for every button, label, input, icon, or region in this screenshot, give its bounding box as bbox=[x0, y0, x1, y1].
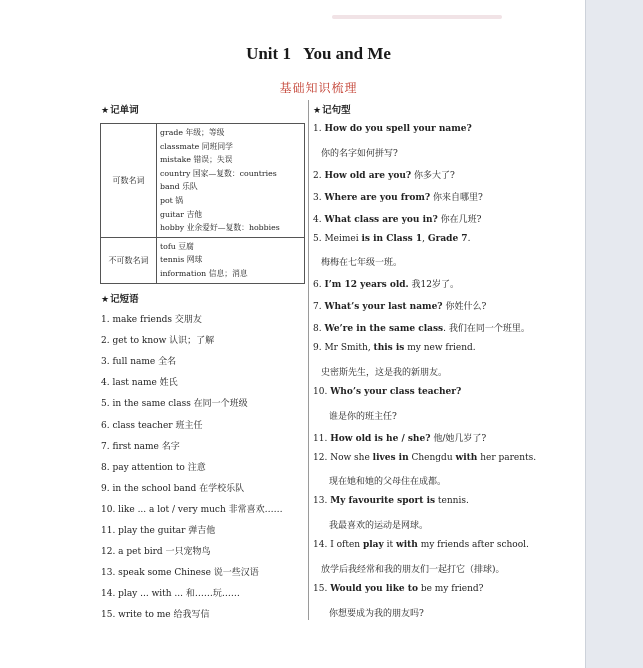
sentence-text: 你在几班? bbox=[437, 214, 482, 225]
key-phrase: with bbox=[455, 452, 478, 463]
sentence-number: 6. bbox=[313, 280, 325, 291]
sentence-translation bbox=[329, 518, 428, 531]
sentence-text: my new friend. bbox=[404, 343, 476, 353]
phrase-item: 9. in the school band 在学校乐队 bbox=[101, 483, 245, 494]
sentence-item bbox=[313, 190, 483, 203]
sentence-text: Meimei bbox=[324, 233, 362, 244]
sentence-item bbox=[313, 540, 529, 550]
sentence-text: 你姓什么? bbox=[442, 302, 487, 313]
vocab-word: hobby 业余爱好—复数：hobbies bbox=[160, 223, 280, 233]
sentence-text: 谁是你的班主任? bbox=[329, 411, 397, 422]
key-phrase: How old are you? bbox=[324, 170, 412, 181]
sentence-text: 我12岁了。 bbox=[408, 280, 460, 291]
sentence-number: 14. bbox=[313, 540, 331, 551]
key-phrase: Who’s your class teacher? bbox=[330, 386, 462, 397]
sentence-item bbox=[313, 584, 483, 594]
header-decoration bbox=[332, 15, 502, 19]
vocab-category: 可数名词 bbox=[101, 124, 157, 238]
vocab-word: band 乐队 bbox=[160, 182, 198, 192]
sentence-text: . bbox=[467, 233, 471, 244]
vocab-word: information 信息；消息 bbox=[160, 268, 248, 278]
sentence-text: 史密斯先生，这是我的新朋友。 bbox=[321, 367, 448, 378]
sentence-number: 4. bbox=[313, 214, 325, 225]
phrase-item: 11. play the guitar 弹吉他 bbox=[101, 526, 216, 536]
sentence-item bbox=[313, 212, 482, 225]
vocab-word: pot 锅 bbox=[160, 195, 184, 205]
sentence-text: 你多大了? bbox=[411, 170, 455, 181]
sentence-item bbox=[313, 277, 459, 290]
sentence-number: 9. bbox=[313, 343, 325, 353]
phrase-item: 4. last name 姓氏 bbox=[101, 378, 178, 389]
vocab-row-uncountable bbox=[101, 237, 305, 283]
sentence-text: 你的名字如何拼写? bbox=[321, 148, 398, 159]
sentence-text: 放学后我经常和我的朋友们一起打它（排球)。 bbox=[321, 565, 505, 575]
sentence-text: tennis. bbox=[435, 496, 469, 507]
sentence-text: my friends after school. bbox=[417, 540, 529, 551]
sentence-number: 1. bbox=[313, 124, 325, 134]
sentence-number: 15. bbox=[313, 583, 331, 594]
sentence-number: 5. bbox=[313, 233, 325, 244]
key-phrase: What’s your last name? bbox=[324, 302, 443, 313]
sentence-item bbox=[313, 453, 536, 463]
key-phrase: play bbox=[362, 540, 384, 551]
phrase-item: 5. in the same class 在同一个班级 bbox=[101, 399, 248, 410]
sentence-item bbox=[313, 496, 469, 506]
phrase-item: 8. pay attention to 注意 bbox=[101, 462, 206, 473]
sentence-translation bbox=[321, 146, 398, 159]
sentence-item bbox=[313, 343, 476, 353]
vocab-category: 不可数名词 bbox=[101, 237, 157, 283]
sentence-text: Now she bbox=[330, 452, 373, 463]
words-heading bbox=[101, 102, 139, 116]
key-phrase: lives in bbox=[372, 452, 409, 463]
sentence-number: 2. bbox=[313, 170, 325, 181]
vocab-word: tofu 豆腐 bbox=[160, 241, 194, 251]
sentence-text: it bbox=[383, 540, 396, 551]
phrase-item: 1. make friends 交朋友 bbox=[101, 315, 202, 325]
key-phrase: I’m 12 years old. bbox=[324, 280, 409, 291]
sentence-text: , bbox=[422, 233, 428, 244]
sentence-item bbox=[313, 387, 461, 397]
star-icon: ★ bbox=[101, 295, 110, 305]
sentence-number: 11. bbox=[313, 433, 331, 444]
column-divider bbox=[308, 100, 309, 620]
sentence-text: 梅梅在七年级一班。 bbox=[321, 258, 403, 269]
sentence-text: I often bbox=[330, 540, 363, 551]
sentence-number: 10. bbox=[313, 386, 331, 397]
sentence-number: 3. bbox=[313, 192, 325, 203]
sentences-heading bbox=[313, 102, 351, 116]
phrases-heading bbox=[101, 291, 139, 305]
sentence-translation bbox=[329, 606, 424, 619]
star-icon: ★ bbox=[101, 106, 110, 116]
phrase-item: 15. write to me 给我写信 bbox=[101, 610, 210, 621]
key-phrase: Where are you from? bbox=[324, 192, 431, 203]
vocab-word: classmate 同班同学 bbox=[160, 141, 233, 151]
vocab-table bbox=[100, 123, 305, 284]
section-subtitle: 基础知识梳理 bbox=[279, 81, 358, 95]
sentence-translation bbox=[329, 474, 446, 487]
sentence-text: be my friend? bbox=[417, 583, 484, 594]
vocab-word: guitar 吉他 bbox=[160, 209, 203, 219]
sentence-translation bbox=[321, 562, 505, 575]
sentence-item bbox=[313, 431, 486, 444]
sentence-number: 7. bbox=[313, 302, 325, 313]
key-phrase: How old is he / she? bbox=[330, 433, 431, 444]
sentence-text: 你想要成为我的朋友吗? bbox=[329, 608, 424, 619]
phrase-item: 13. speak some Chinese 说一些汉语 bbox=[101, 568, 259, 579]
sentence-item bbox=[313, 321, 530, 334]
vocab-word: tennis 网球 bbox=[160, 255, 203, 265]
vocab-word-list bbox=[157, 237, 305, 283]
vocab-word: country 国家—复数：countries bbox=[160, 168, 277, 178]
sentence-text: Chengdu bbox=[408, 452, 456, 463]
key-phrase: We’re in the same class bbox=[324, 324, 444, 335]
key-phrase: with bbox=[395, 540, 418, 551]
phrase-item: 14. play ... with ... 和……玩…… bbox=[101, 589, 240, 600]
vocab-word: mistake 错误；失误 bbox=[160, 155, 233, 165]
key-phrase: is in Class 1 bbox=[361, 233, 423, 244]
sentence-translation bbox=[321, 255, 402, 268]
sentence-text: 现在她和她的父母住在成都。 bbox=[329, 477, 447, 488]
sentence-text: her parents. bbox=[477, 452, 537, 463]
page-title: Unit 1 You and Me bbox=[246, 44, 391, 63]
viewer-side-panel bbox=[585, 0, 643, 668]
key-phrase: this is bbox=[373, 343, 405, 353]
sentence-item bbox=[313, 234, 470, 244]
words-heading-label: 记单词 bbox=[110, 105, 139, 116]
phrase-item: 12. a pet bird 一只宠物鸟 bbox=[101, 547, 211, 558]
vocab-word-list bbox=[157, 124, 305, 238]
sentence-translation bbox=[321, 365, 447, 378]
sentence-text: 我最喜欢的运动是网球。 bbox=[329, 521, 429, 532]
sentence-text: Mr Smith, bbox=[324, 343, 374, 353]
sentence-text: 他/她几岁了? bbox=[430, 433, 487, 444]
key-phrase: Would you like to bbox=[330, 583, 418, 594]
phrase-item: 3. full name 全名 bbox=[101, 357, 177, 368]
phrase-item: 2. get to know 认识；了解 bbox=[101, 336, 215, 347]
sentences-heading-label: 记句型 bbox=[322, 105, 351, 116]
key-phrase: How do you spell your name? bbox=[324, 124, 472, 134]
key-phrase: Grade 7 bbox=[427, 233, 468, 244]
phrase-item: 10. like ... a lot / very much 非常喜欢…… bbox=[101, 504, 283, 515]
sentence-text: 你来自哪里? bbox=[430, 192, 483, 203]
sentence-text: . 我们在同一个班里。 bbox=[443, 324, 530, 335]
phrase-item: 7. first name 名字 bbox=[101, 441, 180, 452]
sentence-number: 12. bbox=[313, 452, 331, 463]
sentence-number: 13. bbox=[313, 496, 331, 507]
sentence-item bbox=[313, 299, 486, 312]
vocab-row-countable bbox=[101, 124, 305, 238]
sentence-number: 8. bbox=[313, 324, 325, 335]
sentence-translation bbox=[329, 409, 397, 422]
sentence-item bbox=[313, 168, 455, 181]
phrase-item: 6. class teacher 班主任 bbox=[101, 420, 203, 431]
key-phrase: What class are you in? bbox=[324, 214, 438, 225]
sentence-item bbox=[313, 124, 472, 134]
phrases-heading-label: 记短语 bbox=[110, 294, 139, 305]
star-icon: ★ bbox=[313, 106, 322, 116]
key-phrase: My favourite sport is bbox=[330, 496, 436, 507]
vocab-word: grade 年级；等级 bbox=[160, 128, 225, 137]
